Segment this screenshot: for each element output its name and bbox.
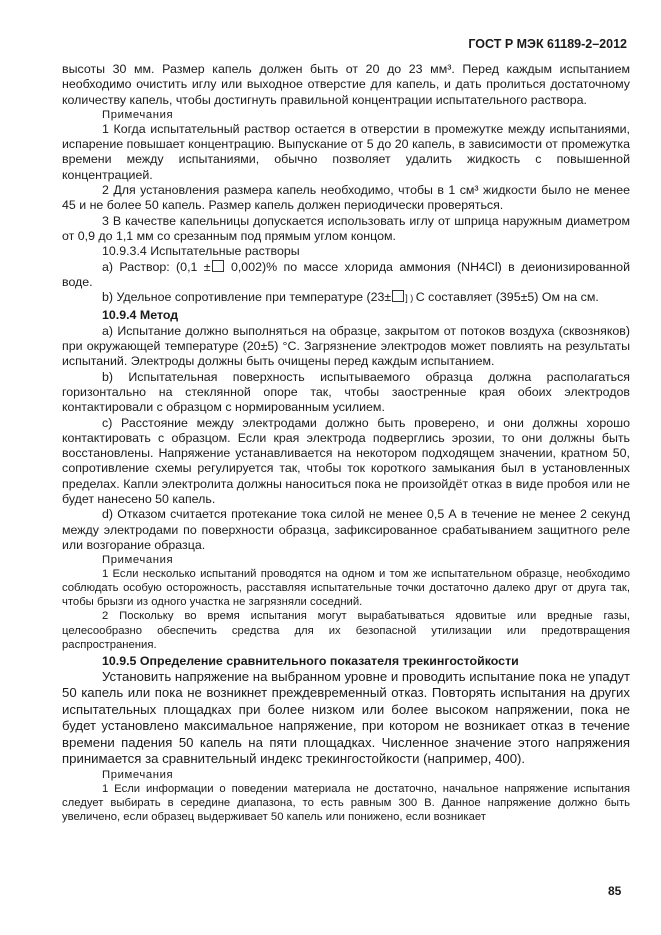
text-fragment: a) Раствор: (0,1 ±: [102, 259, 211, 274]
placeholder-box: [392, 290, 404, 302]
note-paragraph: 2 Поскольку во время испытания могут вырабатываться ядовитые или вредные газы, целесообразно обеспечить средства для их безопасной утилизации или предотвращения распространения.: [62, 610, 630, 651]
page-body: [62, 62, 630, 824]
note-paragraph: 3 В качестве капельницы допускается использовать иглу от шприца наружным диаметром от 0,9 до 1,1 мм со срезанным под прямым углом концом.: [62, 213, 630, 243]
notes-heading: Примечания: [102, 108, 174, 121]
list-item: c) Расстояние между электродами должно быть проверено, и они должны хорошо контактировать с образцом. Если края электрода подверглись эрозии, то они должны быть восстановлены. Напряжение устанавливается на некотором подходящем значении, кратном 50, сопротивление схемы регулируется так, чтобы ток короткого замыкания был в установленных пределах. Капли электролита должны наноситься пока не произойдёт отказ в виде пробоя или не будет нанесено 50 капель.: [62, 415, 630, 507]
note-paragraph: 2 Для установления размера капель необходимо, чтобы в 1 см³ жидкости было не менее 45 и не более 50 капель. Размер капель должен периодически проверяться.: [62, 183, 630, 213]
text-fragment: ] ): [405, 293, 416, 304]
list-item: [62, 290, 630, 306]
text-fragment: С составляет (395±5) Ом на см.: [415, 290, 599, 305]
note-paragraph: 1 Если несколько испытаний проводятся на одном и том же испытательном образце, необходимо соблюдать особую осторожность, расставляя испытательные точки достаточно далеко друг от друга так, чтобы брызги из одного участка не загрязняли соседний.: [62, 568, 630, 609]
section-heading: 10.9.4 Метод: [102, 308, 179, 323]
text-fragment: 0,002)% по массе хлорида аммония (NH4Cl) в деионизированной воде.: [62, 259, 630, 289]
notes-heading: Примечания: [102, 554, 174, 567]
paragraph: Установить напряжение на выбранном уровне и проводить испытание пока не упадут 50 капель или пока не возникнет преждевременный отказ. Повторять испытания на других испытательных площадках при более низком или более высоком напряжении, пока не будет установлено максимальное напряжение, при котором не возникает отказ в течение времени падения 50 капель на пяти площадках. Численное значение этого напряжения принимается за сравнительный индекс трекингостойкости (например, 400).: [62, 669, 630, 767]
text-fragment: b) Удельное сопротивление при температуре (23±: [102, 290, 392, 305]
list-item: a) Испытание должно выполняться на образце, закрытом от потоков воздуха (сквозняков) при окружающей температуре (20±5) °С. Загрязнение электродов может повлиять на результаты испытаний. Электроды должны быть очищены перед каждым испытанием.: [62, 323, 630, 369]
note-paragraph: 1 Если информации о поведении материала не достаточно, начальное напряжение испытания следует выбирать в середине диапазона, то есть равным 300 В. Данное напряжение должно быть увеличено, если образец выдерживает 50 капель или понижено, если возникает: [62, 782, 630, 823]
list-item: d) Отказом считается протекание тока силой не менее 0,5 А в течение не менее 2 секунд между электродами по поверхности образца, зафиксированное срабатыванием защитного реле или возгорание образца.: [62, 507, 630, 552]
placeholder-box: [212, 260, 224, 272]
note-paragraph: 1 Когда испытательный раствор остается в отверстии в промежутке между испытаниями, испарение повышает концентрацию. Выпускание от 5 до 20 капель, в зависимости от промежутка времени между испытаниями, обычно позволяет удалить жидкость с повышенной концентрацией.: [62, 121, 630, 182]
section-heading: 10.9.5 Определение сравнительного показателя трекингостойкости: [102, 653, 519, 668]
list-item: [62, 260, 630, 291]
subsection-heading: 10.9.3.4 Испытательные растворы: [102, 244, 300, 259]
list-item: b) Испытательная поверхность испытываемого образца должна располагаться горизонтально на стеклянной опоре так, чтобы заостренные края обоих электродов контактировали с образцом с нормированным усилием.: [62, 369, 630, 415]
paragraph: высоты 30 мм. Размер капель должен быть от 20 до 23 мм³. Перед каждым испытанием необходимо очистить иглу или выходное отверстие для капель, и дать пролиться достаточному количеству капель, чтобы достигнуть правильной концентрации испытательного раствора.: [62, 62, 630, 107]
page-number: 85: [608, 884, 622, 898]
document-header: ГОСТ Р МЭК 61189-2–2012: [468, 37, 627, 51]
notes-heading: Примечания: [102, 768, 174, 781]
